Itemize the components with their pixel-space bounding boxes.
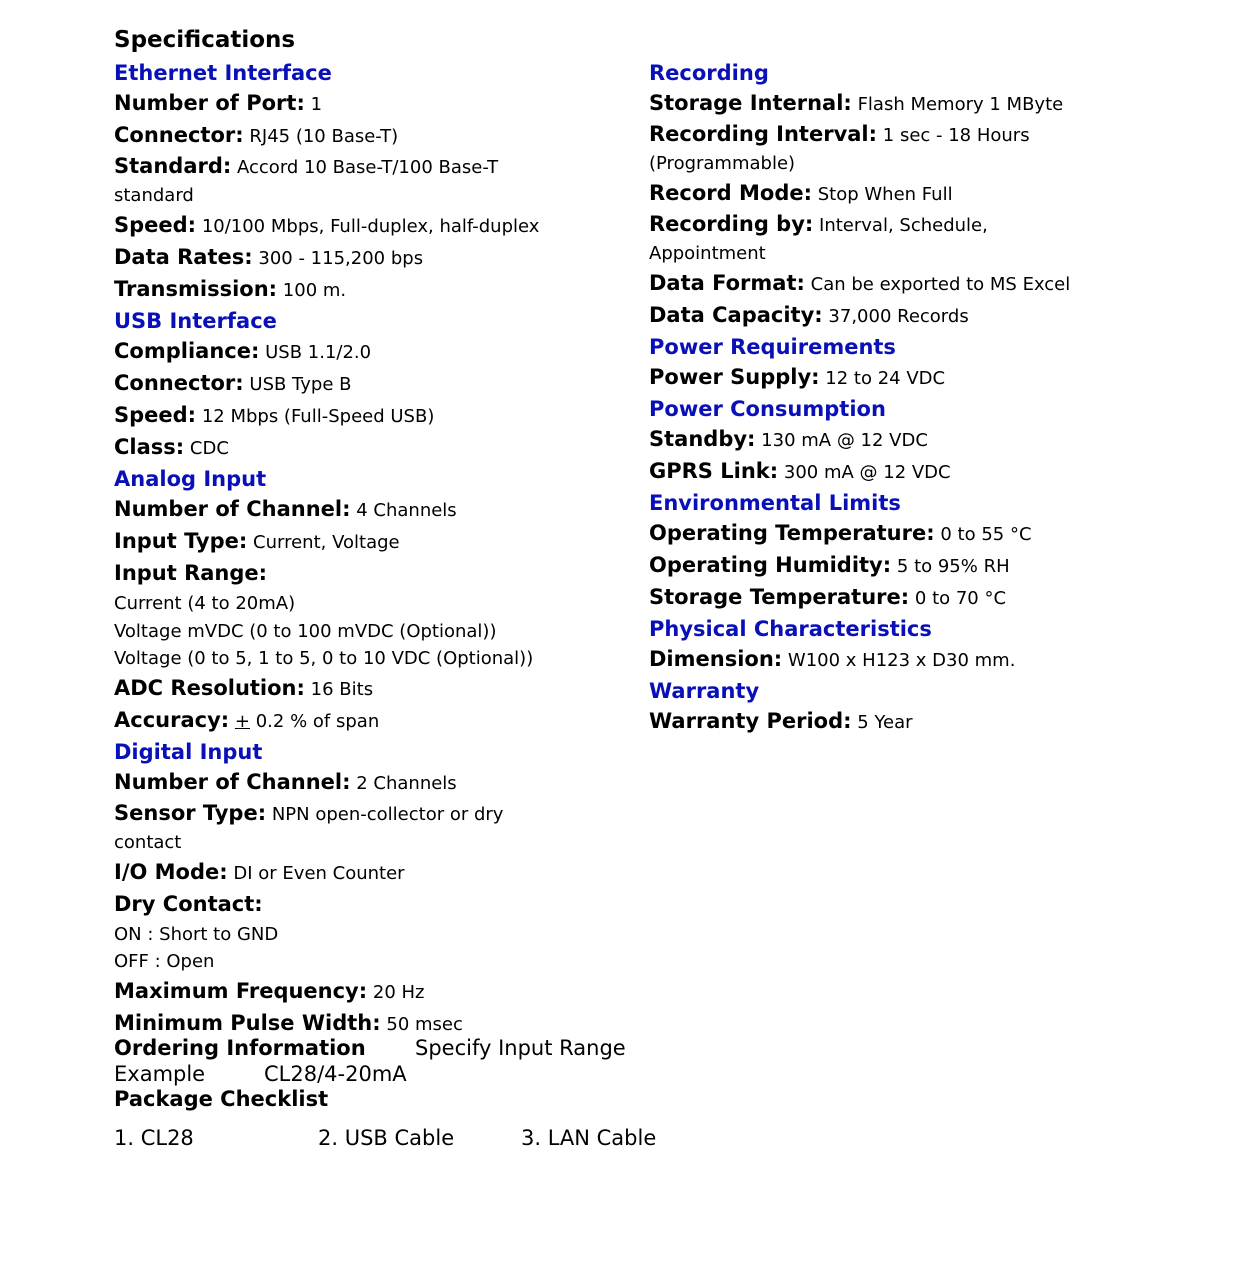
spec-label: Data Format:: [649, 271, 805, 295]
spec-value: USB Type B: [249, 374, 352, 395]
spec-label: Dry Contact:: [114, 891, 263, 916]
package-item: 3. LAN Cable: [521, 1126, 657, 1150]
spec-value: 100 m.: [282, 280, 347, 301]
spec-value: Interval, Schedule, Appointment: [649, 215, 988, 264]
spec-row: [114, 336, 634, 368]
spec-row: [649, 178, 1209, 210]
spec-row: [114, 767, 634, 799]
spec-label: Recording Interval:: [649, 122, 878, 146]
ordering-specify: Specify Input Range: [415, 1036, 626, 1060]
spec-value: 300 mA @ 12 VDC: [783, 462, 951, 483]
spec-row: [114, 120, 634, 152]
spec-value: 130 mA @ 12 VDC: [761, 430, 928, 451]
spec-label: Recording by:: [649, 212, 814, 236]
spec-row: [114, 210, 634, 242]
spec-row: [649, 88, 1209, 120]
spec-label: GPRS Link:: [649, 459, 779, 483]
spec-label: Warranty Period:: [649, 709, 852, 733]
spec-label: Operating Temperature:: [649, 521, 935, 545]
section-heading-analog: Analog Input: [114, 467, 267, 491]
section-heading-environmental: Environmental Limits: [649, 491, 901, 515]
spec-label: ADC Resolution:: [114, 675, 305, 700]
spec-value: 5 Year: [857, 712, 913, 733]
section-heading-usb: USB Interface: [114, 309, 277, 333]
left-column: [114, 58, 634, 1040]
spec-value: Current, Voltage: [253, 532, 400, 553]
ordering-info-line: [114, 1034, 814, 1062]
spec-label: Standard:: [114, 154, 232, 178]
spec-label: Sensor Type:: [114, 800, 267, 825]
spec-label: Record Mode:: [649, 181, 812, 205]
package-item: 2. USB Cable: [318, 1126, 455, 1150]
spec-value: USB 1.1/2.0: [265, 342, 372, 363]
spec-value: Accord 10 Base-T/100 Base-T standard: [114, 157, 499, 206]
section-heading-recording: Recording: [649, 61, 769, 85]
spec-row: [114, 705, 634, 737]
spec-row: [114, 432, 634, 464]
spec-value: 37,000 Records: [828, 306, 969, 327]
spec-label: Class:: [114, 435, 185, 459]
spec-label: Speed:: [114, 403, 197, 427]
spec-row: [649, 582, 1209, 614]
spec-label: Number of Channel:: [114, 497, 351, 521]
right-column: [649, 58, 1209, 738]
spec-value: W100 x H123 x D30 mm.: [787, 650, 1016, 671]
spec-row: [114, 400, 634, 432]
spec-value: 300 - 115,200 bps: [258, 248, 424, 269]
spec-value: 5 to 95% RH: [896, 556, 1010, 577]
spec-value: 0 to 55 °C: [940, 524, 1032, 545]
spec-value: 50 msec: [386, 1013, 463, 1035]
spec-label: Compliance:: [114, 339, 260, 363]
spec-label: Input Type:: [114, 529, 248, 553]
spec-label: Operating Humidity:: [649, 553, 892, 577]
spec-row: [114, 558, 634, 590]
spec-value: Can be exported to MS Excel: [810, 274, 1071, 295]
example-label: Example: [114, 1062, 206, 1086]
package-item: 1. CL28: [114, 1126, 194, 1150]
spec-value: 1: [310, 94, 323, 115]
section-heading-physical: Physical Characteristics: [649, 617, 932, 641]
spec-value: 0 to 70 °C: [914, 588, 1007, 609]
spec-row: [649, 706, 1209, 738]
spec-row: [649, 300, 1209, 332]
spec-label: Number of Port:: [114, 91, 305, 115]
input-range-line: Voltage (0 to 5, 1 to 5, 0 to 10 VDC (Optional)): [114, 648, 534, 669]
section-heading-power-requirements: Power Requirements: [649, 335, 896, 359]
spec-row: [649, 268, 1209, 300]
spec-value: 0.2 % of span: [255, 710, 380, 732]
spec-row: [114, 152, 544, 210]
spec-row: [114, 494, 634, 526]
spec-label: Accuracy:: [114, 707, 230, 732]
package-items: [114, 1124, 814, 1154]
spec-row: [649, 644, 1209, 676]
spec-row: [114, 274, 634, 306]
spec-row: [649, 424, 1209, 456]
section-heading-digital: Digital Input: [114, 739, 263, 764]
example-value: CL28/4-20mA: [264, 1062, 407, 1086]
ordering-info-label: Ordering Information: [114, 1036, 366, 1060]
spec-row: [649, 550, 1209, 582]
input-range-line: Voltage mVDC (0 to 100 mVDC (Optional)): [114, 620, 497, 642]
spec-label: Standby:: [649, 427, 756, 451]
spec-value: 4 Channels: [356, 500, 457, 521]
page-title: Specifications: [114, 27, 296, 53]
spec-row: [114, 526, 634, 558]
example-line: [114, 1062, 814, 1086]
spec-value: 1 sec - 18 Hours (Programmable): [649, 125, 1030, 174]
spec-label: I/O Mode:: [114, 859, 228, 884]
spec-value: Flash Memory 1 MByte: [857, 94, 1064, 115]
spec-row: [114, 242, 634, 274]
plus-minus-symbol: +: [234, 710, 250, 732]
spec-row: [114, 799, 514, 857]
dry-contact-line: OFF : Open: [114, 951, 215, 972]
spec-row: [649, 210, 1019, 268]
input-range-line: Current (4 to 20mA): [114, 593, 296, 614]
section-heading-power-consumption: Power Consumption: [649, 397, 886, 421]
spec-row: [114, 368, 634, 400]
spec-value: 10/100 Mbps, Full-duplex, half-duplex: [201, 216, 540, 237]
spec-value: NPN open-collector or dry contact: [114, 803, 504, 853]
spec-row: [649, 362, 1209, 394]
spec-value: 16 Bits: [310, 678, 374, 700]
spec-label: Input Range:: [114, 561, 268, 585]
spec-row: [114, 889, 634, 921]
spec-row: [649, 456, 1209, 488]
spec-label: Storage Internal:: [649, 91, 852, 115]
spec-label: Transmission:: [114, 277, 278, 301]
spec-value: 2 Channels: [356, 772, 457, 794]
spec-value: 12 Mbps (Full-Speed USB): [201, 406, 435, 427]
spec-label: Dimension:: [649, 647, 783, 671]
section-heading-ethernet: Ethernet Interface: [114, 61, 332, 85]
spec-label: Data Rates:: [114, 245, 253, 269]
spec-label: Connector:: [114, 371, 244, 395]
spec-row: [114, 673, 634, 705]
spec-label: Speed:: [114, 213, 197, 237]
package-checklist-title: Package Checklist: [114, 1087, 329, 1111]
spec-value: DI or Even Counter: [233, 862, 405, 884]
spec-value: CDC: [189, 438, 229, 459]
spec-value: 12 to 24 VDC: [825, 368, 946, 389]
spec-row: [114, 857, 634, 889]
spec-value: Stop When Full: [817, 184, 953, 205]
spec-row: [649, 120, 1069, 178]
spec-label: Connector:: [114, 123, 244, 147]
spec-label: Data Capacity:: [649, 303, 823, 327]
spec-label: Minimum Pulse Width:: [114, 1010, 381, 1035]
section-heading-warranty: Warranty: [649, 679, 760, 703]
ordering-section: [114, 1034, 814, 1154]
spec-label: Storage Temperature:: [649, 585, 910, 609]
spec-row: [649, 518, 1209, 550]
spec-row: [114, 976, 634, 1008]
spec-label: Number of Channel:: [114, 769, 351, 794]
dry-contact-line: ON : Short to GND: [114, 923, 279, 945]
spec-value: RJ45 (10 Base-T): [249, 126, 399, 147]
spec-label: Maximum Frequency:: [114, 978, 368, 1003]
spec-value: 20 Hz: [372, 981, 425, 1003]
spec-label: Power Supply:: [649, 365, 820, 389]
spec-row: [114, 88, 634, 120]
